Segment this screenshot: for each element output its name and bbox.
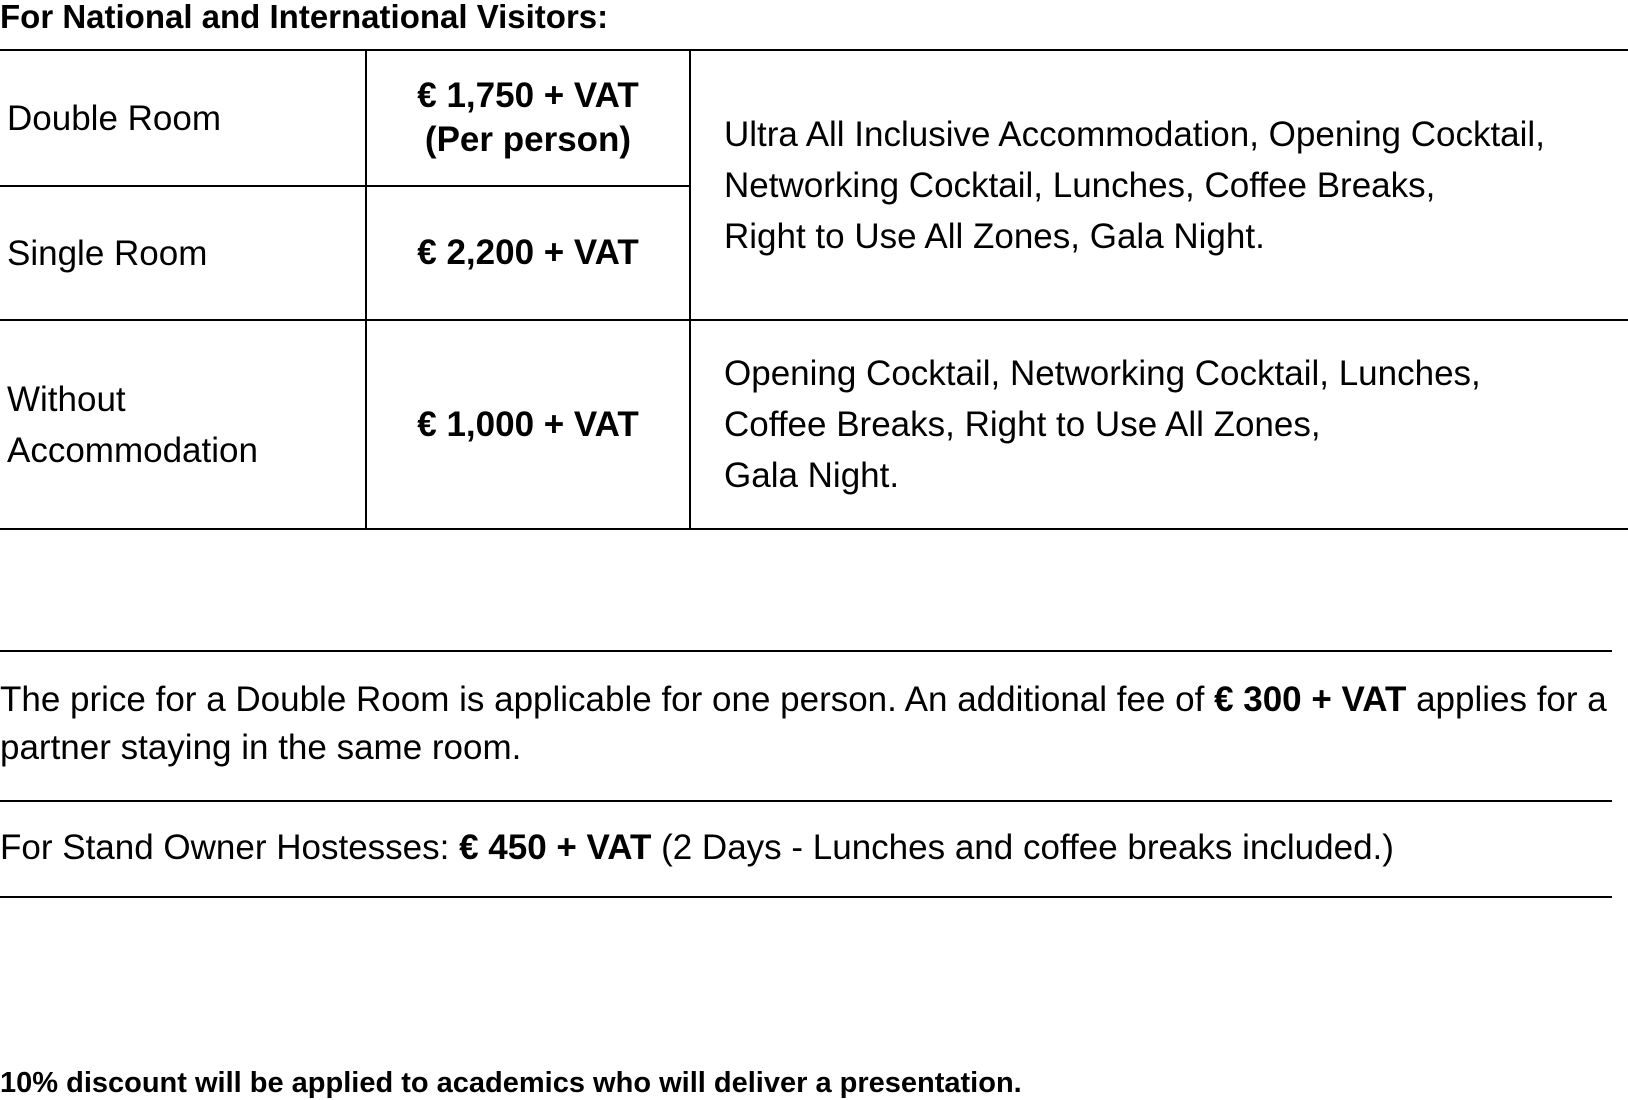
package-price-note: (Per person) (424, 120, 632, 159)
academic-discount-note: 10% discount will be applied to academics who will deliver a presentation. (0, 1067, 1022, 1099)
package-name: Without (7, 379, 126, 419)
package-inclusions-cell (690, 50, 1628, 320)
pricing-table (0, 49, 1628, 530)
notes-section (0, 650, 1612, 898)
package-name: Double Room (7, 98, 221, 138)
partner-note-text: The price for a Double Room is applicable for one person. An additional fee of (0, 680, 1215, 719)
partner-fee-note (0, 652, 1612, 802)
table-row-double-room (0, 50, 1628, 186)
package-price: € 1,750 + VAT (417, 76, 639, 115)
package-price-cell (366, 320, 690, 529)
hostess-detail: (2 Days - Lunches and coffee breaks included.) (651, 828, 1394, 867)
page-heading: For National and International Visitors: (0, 0, 609, 35)
package-name: Accommodation (7, 430, 258, 470)
package-inclusions-cell (690, 320, 1628, 529)
package-name-cell (0, 320, 366, 529)
inclusion-line: Right to Use All Zones, Gala Night. (724, 216, 1265, 256)
package-price: € 2,200 + VAT (417, 233, 639, 272)
partner-note-text: applies for a partner staying in the same room. (0, 680, 1607, 767)
package-price-cell (366, 186, 690, 320)
inclusion-line: Coffee Breaks, Right to Use All Zones, (724, 405, 1321, 444)
package-name-cell (0, 50, 366, 186)
hostess-price: € 450 + VAT (459, 828, 652, 867)
package-price-cell (366, 50, 690, 186)
inclusion-line: Gala Night. (724, 456, 900, 495)
inclusion-line: Opening Cocktail, Networking Cocktail, Lunches, (724, 354, 1481, 393)
package-price: € 1,000 + VAT (417, 404, 639, 444)
package-name: Single Room (7, 233, 208, 273)
partner-fee-amount: € 300 + VAT (1214, 680, 1407, 719)
hostess-label: For Stand Owner Hostesses: (0, 828, 460, 867)
table-row-without-accommodation (0, 320, 1628, 529)
package-name-cell (0, 186, 366, 320)
inclusion-line: Ultra All Inclusive Accommodation, Opening Cocktail, (724, 114, 1545, 154)
hostess-price-note (0, 802, 1612, 898)
inclusion-line: Networking Cocktail, Lunches, Coffee Breaks, (724, 165, 1436, 205)
